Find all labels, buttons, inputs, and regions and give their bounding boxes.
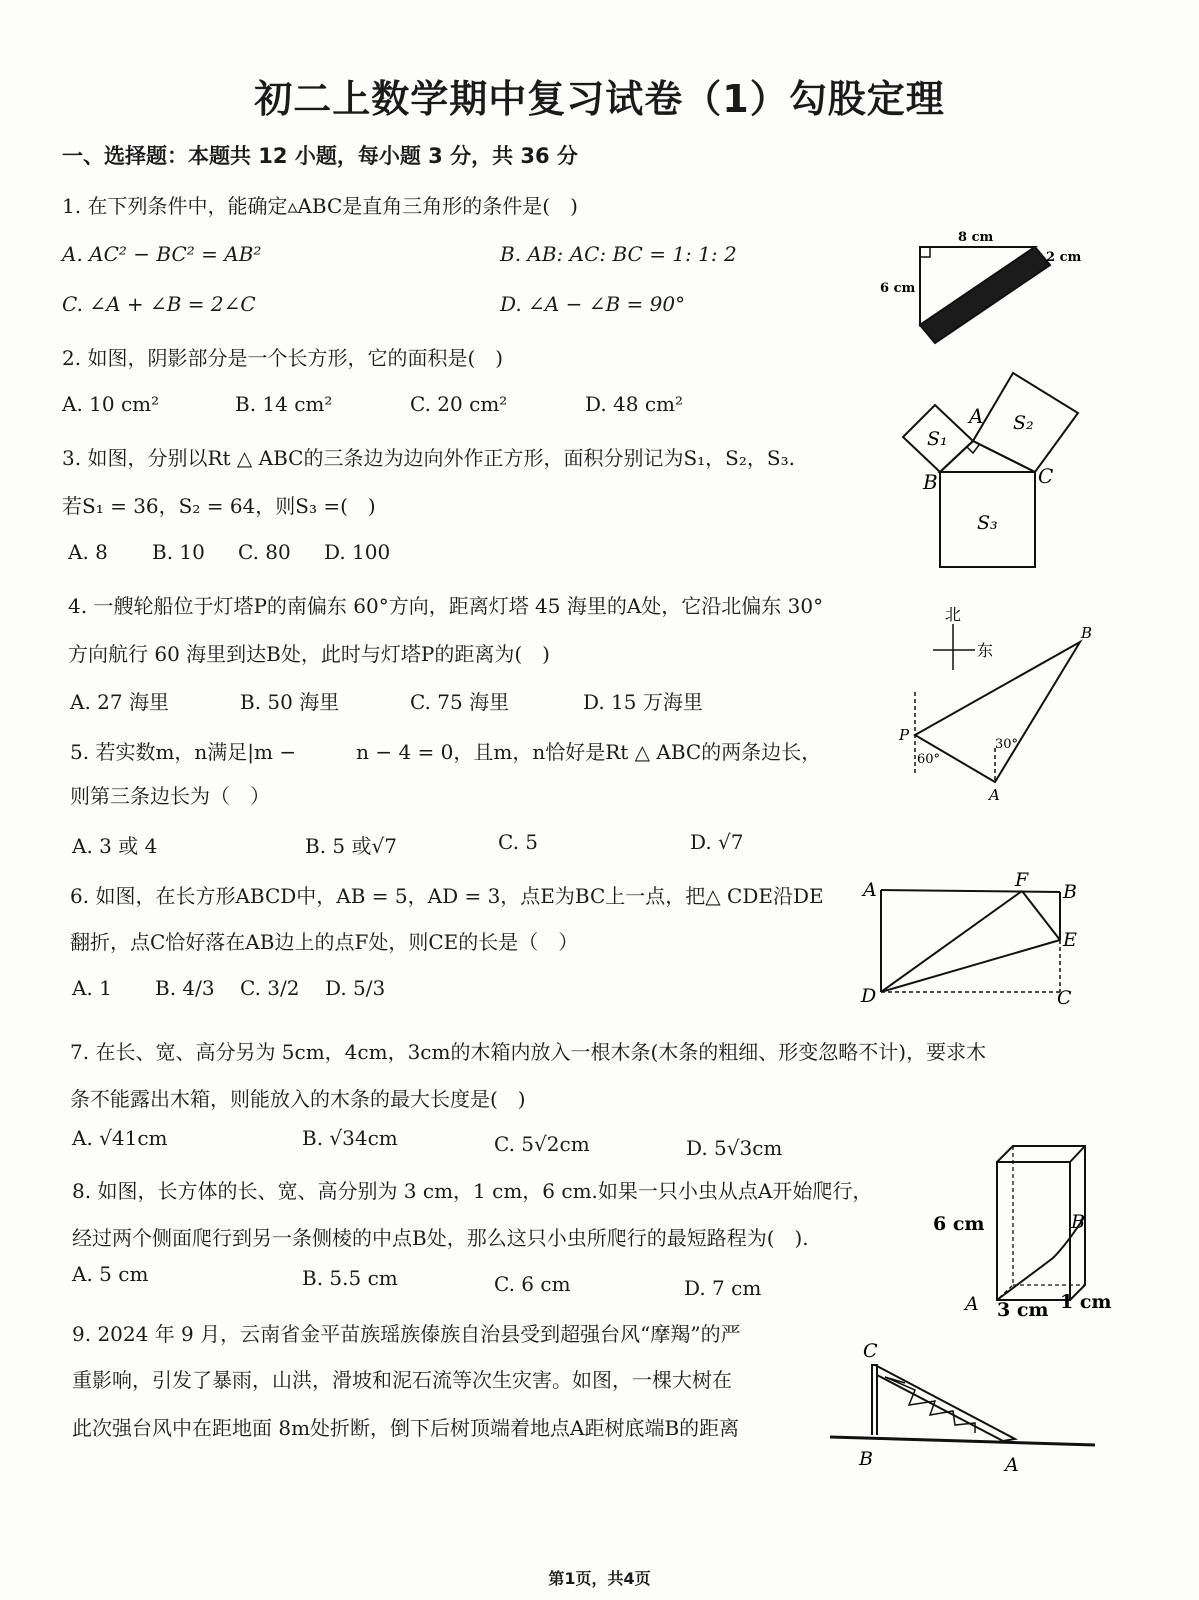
fig8-label-length: 3 cm [997,1299,1049,1321]
question-2-option-d: D. 48 cm² [585,392,684,416]
figure-q6-folded-rectangle [855,870,1085,1015]
fig2-label-right: 2 cm [1046,250,1082,265]
fig2-shaded-rectangle [920,247,1050,343]
fig6-label-c: C [1057,987,1072,1009]
question-8-option-c: C. 6 cm [494,1272,571,1296]
question-7-stem-line2: 条不能露出木箱，则能放入的木条的最大长度是( ) [70,1087,526,1111]
fig4-label-north: 北 [945,605,962,624]
fig4-label-a: A [989,786,1000,804]
fig8-label-b: B [1071,1211,1085,1233]
question-2-option-c: C. 20 cm² [410,392,508,416]
fig9-label-a: A [1005,1454,1019,1476]
question-1-option-b: B. AB: AC: BC = 1: 1: 2 [500,242,737,266]
fig6-label-d: D [861,985,877,1007]
question-8-stem-line2: 经过两个侧面爬行到另一条侧棱的中点B处，那么这只小虫所爬行的最短路程为( ). [72,1226,809,1250]
question-2-option-b: B. 14 cm² [235,392,333,416]
section-heading: 一、选择题：本题共 12 小题，每小题 3 分，共 36 分 [62,144,578,168]
question-5-option-a: A. 3 或 4 [72,834,158,858]
question-1-option-d: D. ∠A − ∠B = 90° [500,292,686,316]
question-3-option-c: C. 80 [238,540,291,564]
question-5-stem-line2: 则第三条边长为（ ） [70,784,270,808]
question-4-option-d: D. 15 万海里 [583,690,703,714]
question-5-option-b: B. 5 或√7 [305,834,397,858]
fig3-label-b: B [923,470,938,494]
question-6-option-a: A. 1 [72,976,112,1000]
figure-q2-shaded-rectangle [870,225,1082,355]
question-9-stem-line1: 9. 2024 年 9 月，云南省金平苗族瑶族傣族自治县受到超强台风“摩羯”的严 [72,1322,741,1346]
fig8-top-edge [1070,1146,1085,1162]
question-8-option-b: B. 5.5 cm [302,1266,398,1290]
fig2-right-angle [920,247,930,257]
fig4-label-p: P [899,726,910,744]
question-7-option-d: D. 5√3cm [686,1136,783,1160]
fig3-label-s2: S₂ [1013,412,1034,434]
figure-q3-pythagoras-squares [895,365,1095,575]
question-3-stem-line2: 若S₁ = 36，S₂ = 64，则S₃ =( ) [62,494,376,518]
question-8-stem-line1: 8. 如图，长方体的长、宽、高分别为 3 cm，1 cm，6 cm.如果一只小虫从点A开始爬行， [72,1179,873,1203]
fig9-fallen-top [875,1365,1015,1441]
question-3-stem-line1: 3. 如图，分别以Rt △ ABC的三条边为边向外作正方形，面积分别记为S₁，S₂，S₃. [62,446,795,470]
question-6-stem-line2: 翻折，点C恰好落在AB边上的点F处，则CE的长是（ ） [70,930,579,954]
fig3-label-c: C [1038,464,1054,488]
question-5-option-d: D. √7 [690,830,744,854]
question-7-option-c: C. 5√2cm [494,1132,590,1156]
question-3-option-a: A. 8 [68,540,108,564]
question-1-stem: 1. 在下列条件中，能确定▵ABC是直角三角形的条件是( ) [62,194,578,218]
question-6-option-b: B. 4/3 [155,976,215,1000]
question-9-stem-line2: 重影响，引发了暴雨，山洪，滑坡和泥石流等次生灾害。如图，一棵大树在 [72,1368,732,1392]
fig3-triangle [940,441,1035,472]
question-8-option-d: D. 7 cm [684,1276,762,1300]
fig4-label-east: 东 [977,641,994,660]
question-3-option-b: B. 10 [152,540,205,564]
question-2-stem: 2. 如图，阴影部分是一个长方形，它的面积是( ) [62,346,504,370]
question-4-stem-line1: 4. 一艘轮船位于灯塔P的南偏东 60°方向，距离灯塔 45 海里的A处，它沿北偏东 30° [68,594,824,618]
fig3-label-a: A [969,404,984,428]
question-3-option-d: D. 100 [324,540,391,564]
fig3-label-s1: S₁ [927,428,948,450]
fig6-side-ab [881,890,1060,892]
fig2-label-left: 6 cm [880,281,916,296]
question-4-option-c: C. 75 海里 [410,690,510,714]
fig6-segment-fe [1022,891,1060,940]
fig2-label-top: 8 cm [958,230,994,245]
question-2-option-a: A. 10 cm² [62,392,160,416]
fig4-label-60: 60° [917,752,941,767]
fig6-label-e: E [1063,929,1077,951]
question-4-option-b: B. 50 海里 [240,690,340,714]
fig6-label-a: A [863,879,877,901]
question-4-option-a: A. 27 海里 [70,690,169,714]
fig9-label-c: C [863,1340,878,1362]
fig9-ground [830,1437,1095,1445]
question-5-option-c: C. 5 [498,830,539,854]
fig3-label-s3: S₃ [977,512,998,534]
fig6-segment-de [881,940,1060,992]
question-5-stem-line1: 5. 若实数m，n满足|m − n − 4 = 0，且m，n恰好是Rt △ ABC的两条边长， [70,740,822,764]
question-7-option-a: A. √41cm [72,1126,168,1150]
question-6-stem-line1: 6. 如图，在长方形ABCD中，AB = 5，AD = 3，点E为BC上一点，把△ CDE沿DE [70,884,824,908]
fig6-label-b: B [1063,881,1077,903]
fig9-label-b: B [859,1448,873,1470]
figure-q9-broken-tree [825,1335,1105,1485]
question-6-option-d: D. 5/3 [325,976,386,1000]
question-7-option-b: B. √34cm [302,1126,398,1150]
fig4-label-30: 30° [995,737,1019,752]
question-1-option-c: C. ∠A + ∠B = 2∠C [62,292,256,316]
fig8-front-face [997,1162,1070,1300]
question-7-stem-line1: 7. 在长、宽、高分另为 5cm，4cm，3cm的木箱内放入一根木条(木条的粗细、形变忽略不计)，要求木 [70,1040,987,1064]
figure-q4-navigation [895,600,1105,810]
question-4-stem-line2: 方向航行 60 海里到达B处，此时与灯塔P的距离为( ) [68,642,550,666]
question-9-stem-line3: 此次强台风中在距地面 8m处折断，倒下后树顶端着地点A距树底端B的距离 [72,1416,740,1440]
question-1-option-a: A. AC² − BC² = AB² [62,242,262,266]
question-8-option-a: A. 5 cm [72,1262,149,1286]
fig8-label-width: 1 cm [1060,1291,1112,1313]
page-footer: 第1页，共4页 [548,1569,651,1588]
fig6-label-f: F [1015,869,1029,891]
fig8-hidden-edges [997,1146,1013,1300]
figure-q8-cuboid [925,1140,1125,1325]
fig6-segment-df [881,891,1022,992]
fig8-label-height: 6 cm [933,1213,985,1235]
fig8-label-a: A [965,1293,979,1315]
fig4-label-b: B [1081,624,1093,642]
page-title: 初二上数学期中复习试卷（1）勾股定理 [254,77,945,121]
fig9-trunk [872,1365,877,1435]
question-6-option-c: C. 3/2 [240,976,300,1000]
